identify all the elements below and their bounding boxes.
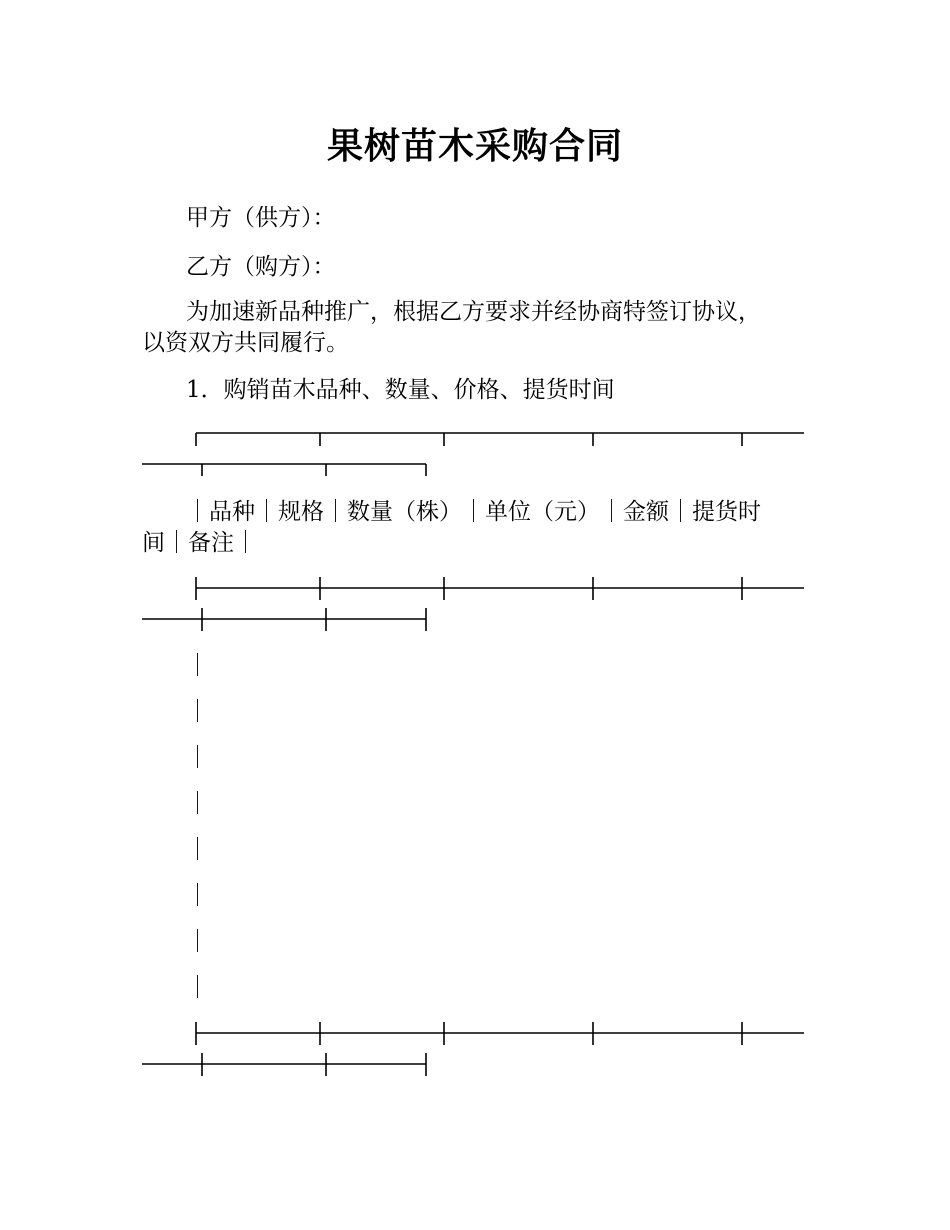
table-row-marker: ｜ — [186, 745, 209, 771]
table-row-marker: ｜ — [186, 837, 209, 863]
section-1-heading: 1．购销苗木品种、数量、价格、提货时间 — [186, 377, 615, 403]
intro-paragraph-line-1: 为加速新品种推广，根据乙方要求并经协商特签订协议， — [186, 299, 761, 325]
table-row-marker: ｜ — [186, 653, 209, 679]
table-row-marker: ｜ — [186, 929, 209, 955]
party-a-label: 甲方（供方）： — [186, 205, 336, 231]
table-row-marker: ｜ — [186, 975, 209, 1001]
table-header-row-line-1: ｜品种｜规格｜数量（株）｜单位（元）｜金额｜提货时 — [186, 499, 761, 525]
table-header-row-line-2: 间｜备注｜ — [142, 530, 257, 556]
table-row-marker: ｜ — [186, 791, 209, 817]
table-row-marker: ｜ — [186, 883, 209, 909]
intro-paragraph-line-2: 以资双方共同履行。 — [142, 330, 349, 356]
document-title: 果树苗木采购合同 — [326, 126, 623, 167]
party-b-label: 乙方（购方）： — [186, 254, 336, 280]
table-row-marker: ｜ — [186, 699, 209, 725]
